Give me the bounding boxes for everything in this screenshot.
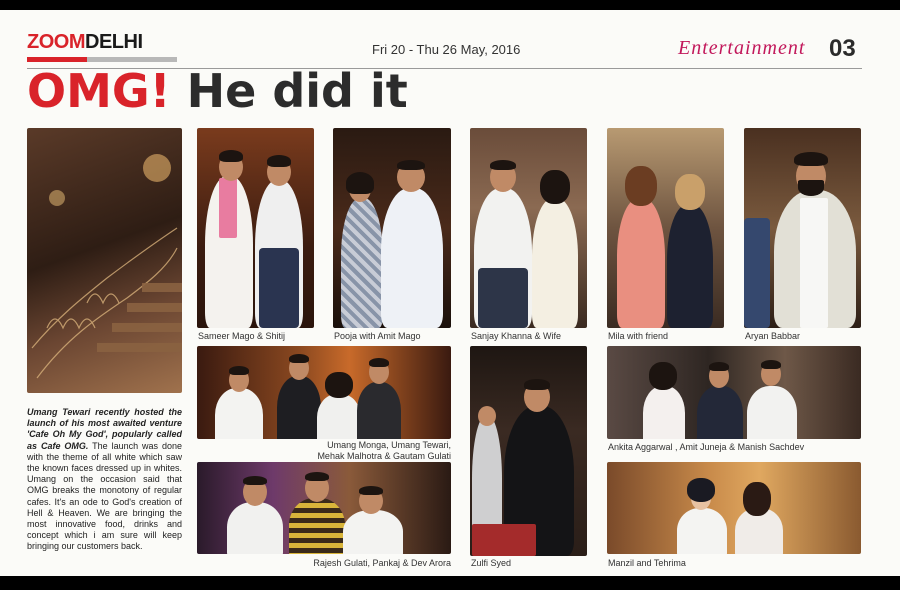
issue-date: Fri 20 - Thu 26 May, 2016 xyxy=(372,42,521,57)
caption-mila-friend: Mila with friend xyxy=(608,331,669,341)
photo-aryan-babbar xyxy=(744,128,861,328)
photo-zulfi-syed xyxy=(470,346,587,556)
story-body: The launch was done with the theme of all white which saw the known faces dressed up in whites. Umang on the occasion said that OMG breaks the monotony of regular cafes. It's an ode to God's creation of Hell & Heaven. We are bringing the most innovative food, drinks and concept which i am sure will keep bringing our customers back. xyxy=(27,440,182,552)
caption-manzil-tehrima: Manzil and Tehrima xyxy=(608,558,686,568)
photo-ankita-group xyxy=(607,346,861,439)
story-text xyxy=(27,407,182,553)
photo-pooja-amit xyxy=(333,128,451,328)
photo-manzil-tehrima xyxy=(607,462,861,554)
staircase-illustration xyxy=(27,128,182,393)
caption-sanjay-wife: Sanjay Khanna & Wife xyxy=(471,331,562,341)
photo-sanjay-wife xyxy=(470,128,587,328)
story-lead: Umang Tewari recently hosted the launch of his most awaited venture 'Cafe Oh My God', popularly called as Cafe OMG. xyxy=(27,407,182,451)
photo-mila-friend xyxy=(607,128,724,328)
logo-underline xyxy=(27,57,177,62)
caption-umang-group-line2: Mehak Malhotra & Gautam Gulati xyxy=(317,451,451,461)
caption-aryan-babbar: Aryan Babbar xyxy=(745,331,801,341)
caption-ankita-group: Ankita Aggarwal , Amit Juneja & Manish Sachdev xyxy=(608,442,805,452)
staircase-photo xyxy=(27,128,182,393)
photo-umang-group xyxy=(197,346,451,439)
photo-rajesh-group xyxy=(197,462,451,554)
headline: OMG! He did it xyxy=(27,64,408,118)
caption-rajesh-group: Rajesh Gulati, Pankaj & Dev Arora xyxy=(313,558,451,568)
section-name: Entertainment xyxy=(678,37,806,59)
newspaper-page xyxy=(0,10,900,576)
caption-zulfi-syed: Zulfi Syed xyxy=(471,558,512,568)
caption-umang-group-line1: Umang Monga, Umang Tewari, xyxy=(327,440,451,450)
photo-sameer-shitij xyxy=(197,128,314,328)
caption-sameer-shitij: Sameer Mago & Shitij xyxy=(198,331,286,341)
page-number: 03 xyxy=(829,35,856,62)
caption-pooja-amit: Pooja with Amit Mago xyxy=(334,331,421,341)
zoom-delhi-logo: ZOOMDELHI xyxy=(27,31,143,53)
